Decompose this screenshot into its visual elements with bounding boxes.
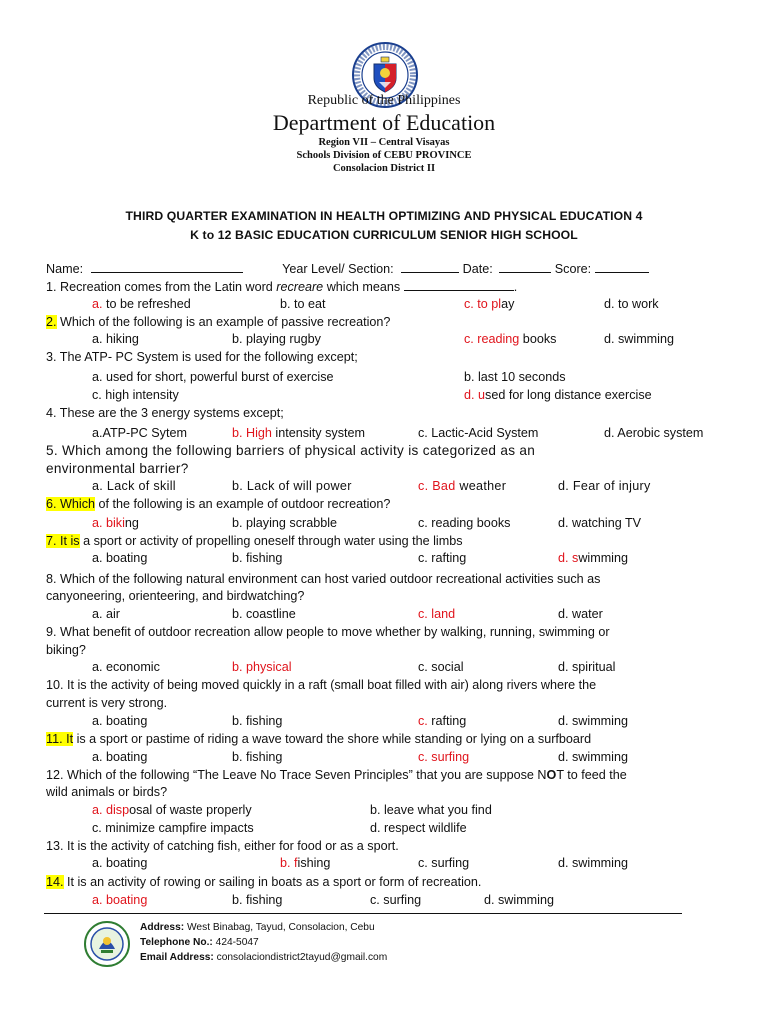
question-8-cont: canyoneering, orienteering, and birdwatching? <box>46 589 305 603</box>
option-c: c. reading books <box>418 516 511 530</box>
question-11 <box>46 731 591 747</box>
option-c: c. surfing <box>418 750 470 764</box>
exam-title: THIRD QUARTER EXAMINATION IN HEALTH OPTIMIZING AND PHYSICAL EDUCATION 4 <box>125 209 643 223</box>
option-b: b. physical <box>232 660 292 674</box>
name-blank[interactable] <box>91 260 243 273</box>
address-value: West Binabag, Tayud, Consolacion, Cebu <box>184 922 375 933</box>
option-c: c. Lactic-Acid System <box>418 426 539 440</box>
option-c: c. rafting <box>418 551 467 565</box>
date-label: Date: <box>462 262 493 276</box>
republic-line: Republic of the Philippines <box>307 93 461 108</box>
option-d: d. swimming <box>558 714 628 728</box>
option-d: d. water <box>558 607 603 621</box>
option-a: a. hiking <box>92 332 139 346</box>
option-b: b. coastline <box>232 607 296 621</box>
option-d: d. swimming <box>558 856 628 870</box>
curriculum-title: K to 12 BASIC EDUCATION CURRICULUM SENIOR HIGH SCHOOL <box>190 228 578 242</box>
option-a: a. used for short, powerful burst of exercise <box>92 370 334 384</box>
question-5: 5. Which among the following barriers of physical activity is categorized as an <box>46 443 536 458</box>
question-14 <box>46 874 481 890</box>
level-blank[interactable] <box>401 260 459 273</box>
option-c: c. surfing <box>370 893 422 907</box>
question-9-cont: biking? <box>46 643 86 657</box>
answer-mark: c. reading <box>464 332 520 346</box>
question-text: is a sport or pastime of riding a wave toward the shore while standing or lying on a surfboard <box>73 732 592 746</box>
option-c: c. minimize campfire impacts <box>92 821 254 835</box>
option-text: to be refreshed <box>102 297 191 311</box>
option-a: a. boating <box>92 893 148 907</box>
option-b: b. fishing <box>232 551 283 565</box>
question-text: 1. Recreation comes from the Latin word <box>46 280 277 294</box>
question-12-cont: wild animals or birds? <box>46 785 168 799</box>
option-c: c. high intensity <box>92 388 179 402</box>
question-10: 10. It is the activity of being moved quickly in a raft (small boat filled with air) along rivers where the <box>46 678 597 692</box>
question-12 <box>46 767 627 783</box>
option-d: d. spiritual <box>558 660 616 674</box>
option-b: b. playing rugby <box>232 332 321 346</box>
option-a: a. economic <box>92 660 160 674</box>
answer-mark: d. s <box>558 551 579 565</box>
name-label: Name: <box>46 262 84 276</box>
answer-mark: c. to pl <box>464 297 502 311</box>
option-b: b. leave what you find <box>370 803 492 817</box>
question-text: 12. Which of the following “The Leave No Trace Seven Principles” that you are suppose N <box>46 768 547 782</box>
student-info-row <box>46 260 649 277</box>
option-b <box>232 425 365 441</box>
option-b: b. playing scrabble <box>232 516 338 530</box>
question-10-cont: current is very strong. <box>46 696 168 710</box>
option-a <box>92 802 252 818</box>
question-number: 2. <box>46 315 57 329</box>
question-text: It is an activity of rowing or sailing in boats as a sport or form of recreation. <box>63 875 482 889</box>
option-a: a. Lack of skill <box>92 479 176 493</box>
option-a: a. boating <box>92 856 148 870</box>
question-number: 6. Which <box>46 497 95 511</box>
option-a <box>92 296 191 312</box>
region-line: Region VII – Central Visayas <box>318 137 450 148</box>
latin-word: recreare <box>276 280 324 294</box>
answer-mark: b. High <box>232 426 272 440</box>
question-13: 13. It is the activity of catching fish, either for food or as a sport. <box>46 839 399 853</box>
option-d: d. Aerobic system <box>604 426 704 440</box>
option-c <box>464 296 514 312</box>
option-b: b. Lack of will power <box>232 479 352 493</box>
question-text: which means <box>323 280 401 294</box>
option-a <box>92 515 139 531</box>
answer-mark: a. biki <box>92 516 125 530</box>
question-1 <box>46 278 517 295</box>
question-text: a sport or activity of propelling oneself through water using the limbs <box>79 534 463 548</box>
option-d: d. Fear of injury <box>558 479 651 493</box>
answer-mark: d. u <box>464 388 486 402</box>
option-c <box>418 478 506 494</box>
option-b: b. fishing <box>232 714 283 728</box>
option-d: d. to work <box>604 297 659 311</box>
option-d: d. watching TV <box>558 516 642 530</box>
answer-mark: c. <box>418 714 428 728</box>
question-number: 14. <box>46 875 64 889</box>
option-text: ng <box>124 516 139 530</box>
option-text: books <box>519 332 557 346</box>
option-d: d. respect wildlife <box>370 821 467 835</box>
question-5-cont: environmental barrier? <box>46 461 189 476</box>
question-2 <box>46 314 390 330</box>
district-logo-icon <box>84 921 130 967</box>
district-line: Consolacion District II <box>332 163 436 174</box>
question-text: of the following is an example of outdoor recreation? <box>95 497 391 511</box>
question-text: T to feed the <box>556 768 627 782</box>
footer-divider <box>44 913 682 914</box>
option-text: wimming <box>578 551 628 565</box>
option-d <box>558 550 628 566</box>
answer-mark: c. Bad <box>418 479 456 493</box>
address-label: Address: <box>140 922 185 933</box>
question-number: 11. It <box>46 732 74 746</box>
phone-label: Telephone No.: <box>140 937 213 948</box>
option-a: a.ATP-PC Sytem <box>92 426 187 440</box>
date-blank[interactable] <box>499 260 551 273</box>
option-text: ishing <box>297 856 331 870</box>
option-a: a. boating <box>92 551 148 565</box>
phone-value: 424-5047 <box>212 937 259 948</box>
footer-address <box>140 922 375 933</box>
footer-phone <box>140 937 259 948</box>
question-9: 9. What benefit of outdoor recreation allow people to move whether by walking, running, swimming or <box>46 625 610 639</box>
option-text: weather <box>455 479 507 493</box>
question-4: 4. These are the 3 energy systems except; <box>46 406 284 420</box>
department-title: Department of Education <box>272 110 496 135</box>
option-a: a. air <box>92 607 120 621</box>
option-c: c. surfing <box>418 856 470 870</box>
option-c: c. social <box>418 660 464 674</box>
option-d <box>464 387 652 403</box>
option-text: ay <box>501 297 515 311</box>
answer-blank[interactable] <box>404 278 514 291</box>
question-number: 7. It is <box>46 534 80 548</box>
email-label: Email Address: <box>140 952 214 963</box>
question-7 <box>46 533 463 549</box>
question-3: 3. The ATP- PC System is used for the following except; <box>46 350 358 364</box>
option-text: rafting <box>427 714 467 728</box>
option-c <box>418 713 466 729</box>
score-blank[interactable] <box>595 260 649 273</box>
footer-email <box>140 952 387 963</box>
question-6 <box>46 496 390 512</box>
level-label: Year Level/ Section: <box>282 262 394 276</box>
option-c: c. land <box>418 607 456 621</box>
option-c <box>464 331 556 347</box>
division-line: Schools Division of CEBU PROVINCE <box>296 150 472 161</box>
question-text: . <box>513 280 518 294</box>
option-b: b. fishing <box>232 750 283 764</box>
option-b: b. fishing <box>232 893 283 907</box>
question-8: 8. Which of the following natural environment can host varied outdoor recreational activities such as <box>46 572 601 586</box>
option-text: osal of waste properly <box>129 803 252 817</box>
option-b <box>280 855 330 871</box>
option-b: b. to eat <box>280 297 326 311</box>
answer-mark: b. f <box>280 856 298 870</box>
option-a: a. boating <box>92 714 148 728</box>
option-d: d. swimming <box>484 893 554 907</box>
option-d: d. swimming <box>604 332 674 346</box>
emphasis-letter: O <box>546 768 557 782</box>
answer-mark: a. <box>92 297 103 311</box>
question-text: Which of the following is an example of passive recreation? <box>56 315 391 329</box>
option-b: b. last 10 seconds <box>464 370 566 384</box>
option-d: d. swimming <box>558 750 628 764</box>
option-a: a. boating <box>92 750 148 764</box>
option-text: intensity system <box>271 426 365 440</box>
option-text: sed for long distance exercise <box>485 388 652 402</box>
score-label: Score: <box>554 262 592 276</box>
email-value[interactable]: consolaciondistrict2tayud@gmail.com <box>213 952 388 963</box>
answer-mark: a. disp <box>92 803 130 817</box>
